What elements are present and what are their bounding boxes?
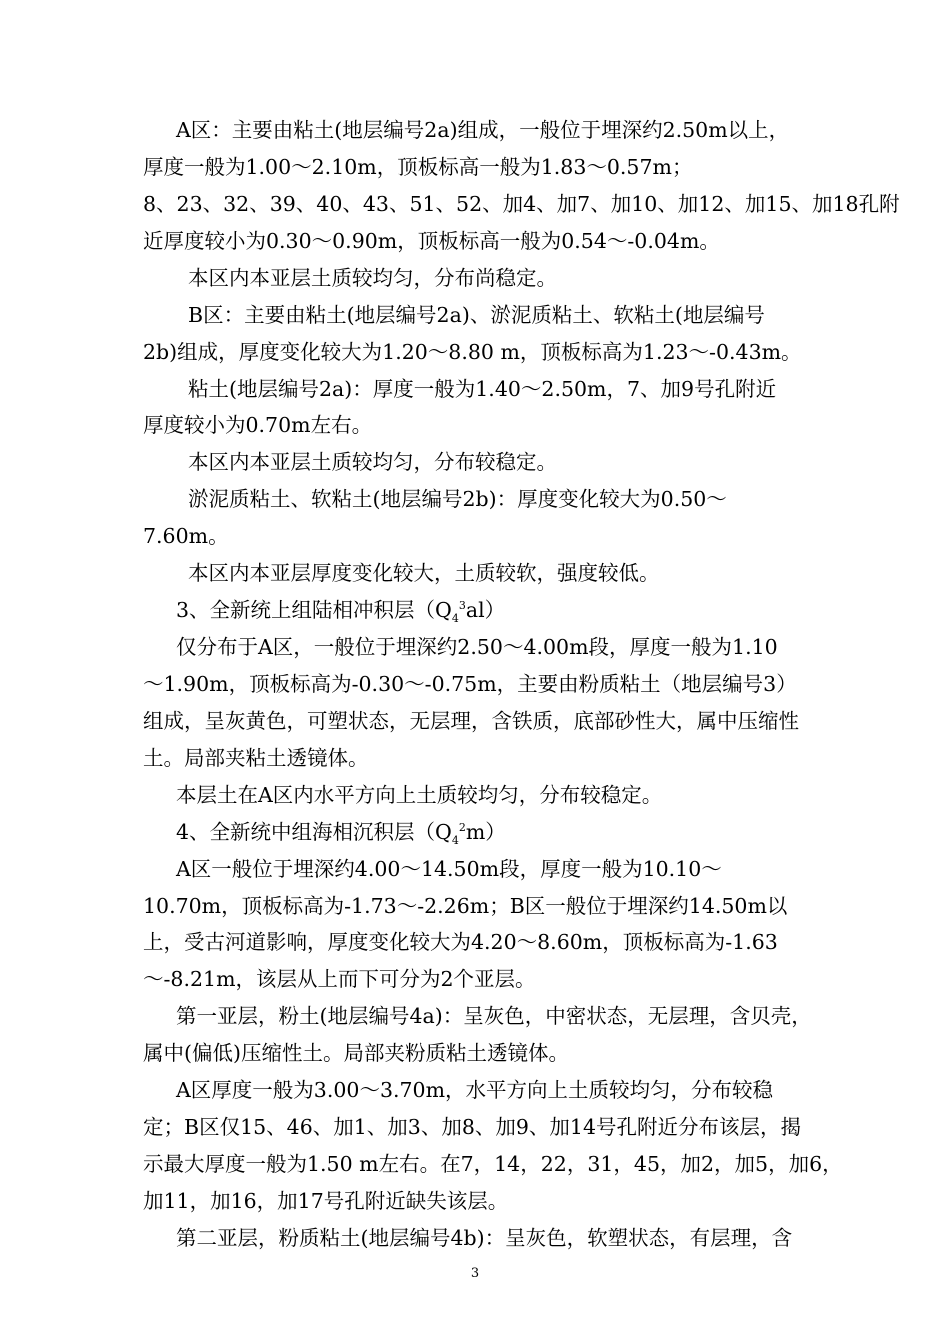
text-line: [143, 186, 900, 222]
line-suffix: m）: [465, 819, 506, 844]
text-line: [143, 149, 823, 185]
line-text: A区：主要由粘土(地层编号2a)组成，一般位于埋深约2.50m以上，: [176, 118, 790, 142]
line-text: 加11，加16，加17号孔附近缺失该层。: [143, 1188, 509, 1213]
text-line: [143, 1146, 843, 1182]
text-line: [143, 518, 823, 554]
text-line: [143, 1035, 823, 1071]
text-line: [143, 851, 823, 887]
stratum-superscript: 3: [458, 599, 466, 613]
text-line: [143, 444, 823, 480]
text-line: [143, 703, 823, 739]
line-text: 本层土在A区内水平方向上土质较均匀，分布较稳定。: [176, 782, 663, 807]
line-text: 本区内本亚层厚度变化较大，土质较软，强度较低。: [188, 561, 660, 586]
text-line: [143, 1109, 823, 1145]
line-text: A区厚度一般为3.00～3.70m，水平方向上土质较均匀，分布较稳: [176, 1078, 774, 1103]
line-suffix: al）: [465, 598, 506, 623]
text-line: [143, 112, 823, 148]
stratum-symbol: Q: [435, 819, 452, 844]
text-line: [143, 555, 823, 591]
text-line: [143, 1183, 823, 1219]
text-line: [143, 481, 823, 517]
line-text: 近厚度较小为0.30～0.90m，顶板标高一般为0.54～-0.04m。: [143, 228, 720, 253]
text-line: [143, 334, 823, 370]
text-line: [143, 740, 823, 776]
line-text: ～1.90m，顶板标高为-0.30～-0.75m，主要由粉质粘土（地层编号3）: [143, 671, 797, 696]
line-text: 2b)组成，厚度变化较大为1.20～8.80 m，顶板标高为1.23～-0.43m。: [143, 339, 802, 364]
line-text: A区一般位于埋深约4.00～14.50m段，厚度一般为10.10～: [176, 856, 722, 881]
line-text: 粘土(地层编号2a)：厚度一般为1.40～2.50m，7、加9号孔附近: [188, 376, 777, 401]
text-line: [143, 924, 823, 960]
line-text: 淤泥质粘土、软粘土(地层编号2b)：厚度变化较大为0.50～: [188, 487, 727, 512]
line-text: 本区内本亚层土质较均匀，分布较稳定。: [188, 450, 557, 475]
stratum-subscript: 4: [451, 612, 459, 626]
stratum-subscript: 4: [451, 833, 459, 847]
text-line: [143, 777, 823, 813]
line-text: 定；B区仅15、46、加1、加3、加8、加9、加14号孔附近分布该层，揭: [143, 1115, 801, 1140]
line-text: 8、23、32、39、40、43、51、52、加4、加7、加10、加12、加15、加18孔附: [143, 191, 900, 216]
text-line: [143, 223, 823, 259]
line-text: 组成，呈灰黄色，可塑状态，无层理，含铁质，底部砂性大，属中压缩性: [143, 708, 799, 733]
text-line: [143, 407, 823, 443]
text-line: [143, 998, 823, 1034]
line-text: 厚度较小为0.70m左右。: [143, 413, 373, 438]
line-text: 上，受古河道影响，厚度变化较大为4.20～8.60m，顶板标高为-1.63: [143, 930, 778, 955]
page-number: 3: [470, 1266, 480, 1281]
line-text: 属中(偏低)压缩性土。局部夹粉质粘土透镜体。: [143, 1041, 569, 1066]
text-line: [143, 1220, 823, 1256]
text-line: [143, 371, 823, 407]
line-text: 3、全新统上组陆相冲积层（: [176, 598, 436, 623]
line-text: 土。局部夹粘土透镜体。: [143, 745, 369, 770]
line-text: 仅分布于A区，一般位于埋深约2.50～4.00m段，厚度一般为1.10: [176, 635, 778, 660]
text-line: [143, 297, 823, 333]
line-text: 10.70m，顶板标高为-1.73～-2.26m；B区一般位于埋深约14.50m以: [143, 893, 788, 918]
line-text: 示最大厚度一般为1.50 m左右。在7，14，22，31，45，加2，加5，加6，: [143, 1152, 843, 1177]
text-line: [143, 629, 823, 665]
stratum-symbol: Q: [435, 598, 452, 623]
text-line: [143, 592, 823, 628]
line-text: ～-8.21m，该层从上而下可分为2个亚层。: [143, 967, 536, 992]
text-line: [143, 961, 823, 997]
line-text: 第二亚层，粉质粘土(地层编号4b)：呈灰色，软塑状态，有层理，含: [176, 1225, 793, 1250]
text-line: [143, 1072, 823, 1108]
line-text: 4、全新统中组海相沉积层（: [176, 819, 436, 844]
line-text: 本区内本亚层土质较均匀，分布尚稳定。: [188, 265, 557, 290]
line-text: B区：主要由粘土(地层编号2a)、淤泥质粘土、软粘土(地层编号: [188, 302, 765, 327]
text-line: [143, 888, 823, 924]
line-text: 厚度一般为1.00～2.10m，顶板标高一般为1.83～0.57m；: [143, 154, 693, 179]
text-line: [143, 666, 823, 702]
text-line: [143, 814, 823, 850]
line-text: 第一亚层，粉土(地层编号4a)：呈灰色，中密状态，无层理，含贝壳，: [176, 1004, 812, 1029]
stratum-superscript: 2: [458, 820, 466, 834]
text-line: [143, 260, 823, 296]
line-text: 7.60m。: [143, 524, 229, 549]
